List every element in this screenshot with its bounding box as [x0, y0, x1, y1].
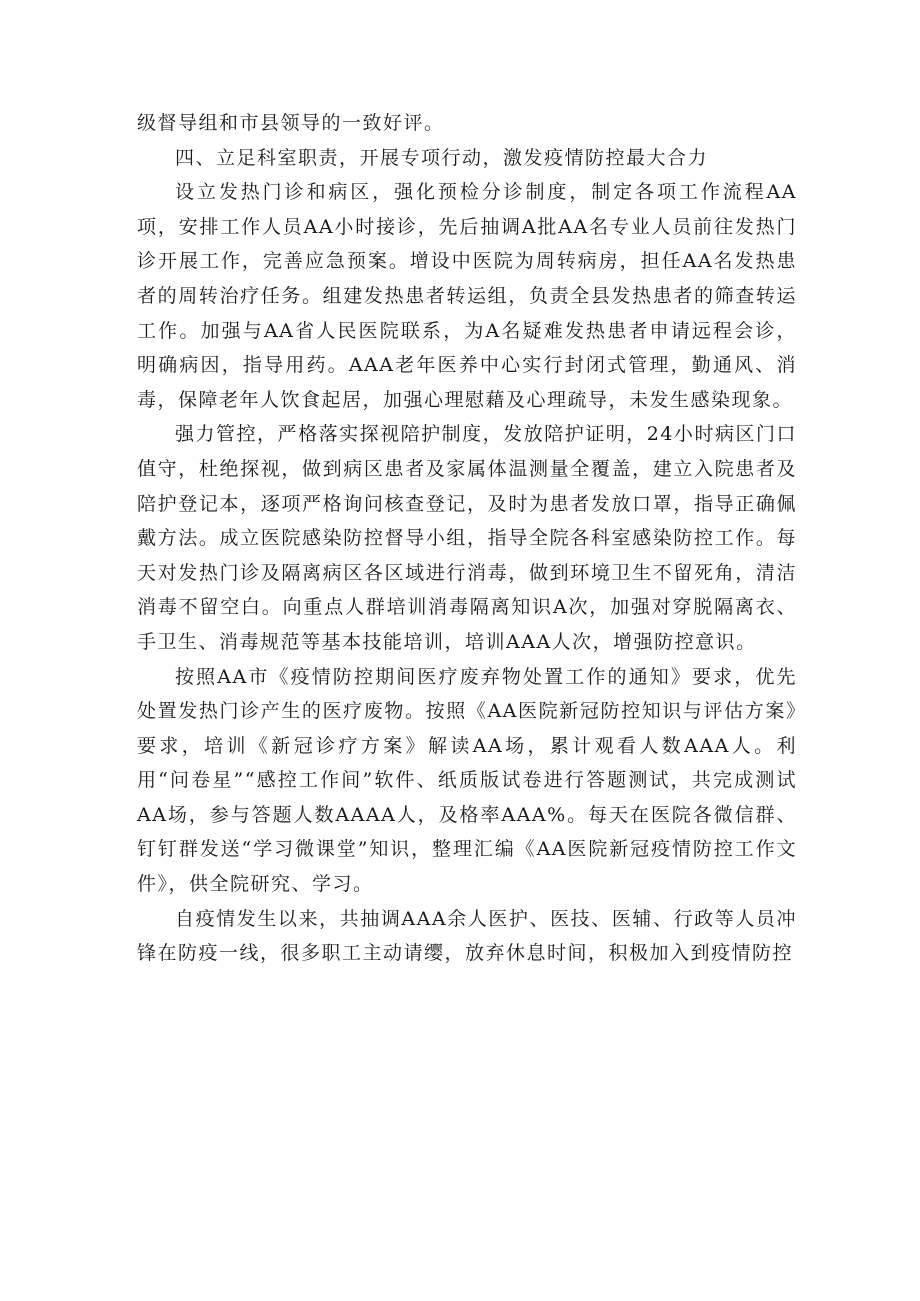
paragraph-strict-control: 强力管控，严格落实探视陪护制度，发放陪护证明，24小时病区门口值守，杜绝探视，做到病区患者及家属体温测量全覆盖，建立入院患者及陪护登记本，逐项严格询问核查登记，及时为患者发放口罩，指导正确佩戴方法。成立医院感染防控督导小组，指导全院各科室感染防控工作。每天对发热门诊及隔离病区各区域进行消毒，做到环境卫生不留死角，清洁消毒不留空白。向重点人群培训消毒隔离知识A次，加强对穿脱隔离衣、手卫生、消毒规范等基本技能培训，培训AAA人次，增强防控意识。	[137, 423, 797, 653]
paragraph-continuation: 级督导组和市县领导的一致好评。	[137, 112, 445, 134]
section-heading: 四、立足科室职责，开展专项行动，激发疫情防控最大合力	[175, 146, 709, 169]
paragraph-fever-clinic: 设立发热门诊和病区，强化预检分诊制度，制定各项工作流程AA项，安排工作人员AA小时接诊，先后抽调A批AA名专业人员前往发热门诊开展工作，完善应急预案。增设中医院为周转病房，担任AA名发热患者的周转治疗任务。组建发热患者转运组，负责全县发热患者的筛查转运工作。加强与AA省人民医院联系，为A名疑难发热患者申请远程会诊，明确病因，指导用药。AAA老年医养中心实行封闭式管理，勤通风、消毒，保障老年人饮食起居，加强心理慰藉及心理疏导，未发生感染现象。	[137, 181, 797, 411]
document-body	[137, 106, 797, 971]
paragraph-medical-waste-training: 按照AA市《疫情防控期间医疗废弃物处置工作的通知》要求，优先处置发热门诊产生的医疗废物。按照《AA医院新冠防控知识与评估方案》要求，培训《新冠诊疗方案》解读AA场，累计观看人数AAA人。利用“问卷星”“感控工作间”软件、纸质版试卷进行答题测试，共完成测试AA场，参与答题人数AAAA人，及格率AAA%。每天在医院各微信群、钉钉群发送“学习微课堂”知识，整理汇编《AA医院新冠疫情防控工作文件》，供全院研究、学习。	[137, 665, 797, 896]
paragraph-staff-deployment: 自疫情发生以来，共抽调AAA余人医护、医技、医辅、行政等人员冲锋在防疫一线，很多职工主动请缨，放弃休息时间，积极加入到疫情防控	[137, 907, 797, 965]
